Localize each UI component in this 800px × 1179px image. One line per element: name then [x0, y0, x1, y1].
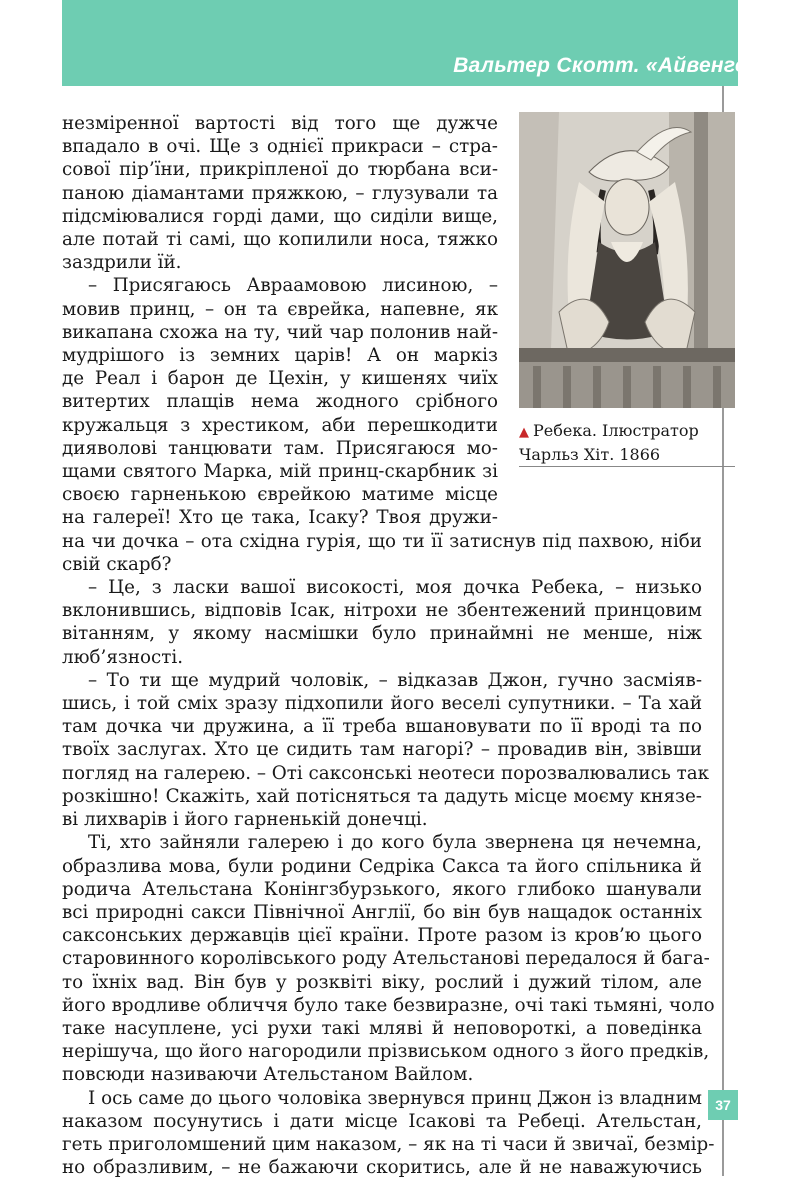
text-line: на чи дочка – ота східна гурія, що ти її затиснув під пахвою, ніби	[62, 530, 702, 552]
text-line: там дочка чи дружина, а її треба вшановувати по її вроді та по	[62, 716, 702, 738]
text-line: нерішуча, що його нагородили прізвиськом одного з його предків,	[62, 1041, 710, 1063]
caption-line-1: Ребека. Ілюстратор	[533, 421, 699, 440]
text-line: родича Ательстана Конінгзбурзького, якого глибоко шанували	[62, 878, 702, 900]
caption-marker-icon: ▲	[519, 425, 529, 440]
text-line: щами святого Марка, мій принц-скарбник зі	[62, 461, 498, 483]
text-line: старовинного королівського роду Ательстанові передалося й бага-	[62, 948, 710, 970]
body-text	[62, 112, 715, 1179]
text-line: розкішно! Скажіть, хай потісняться та дадуть місце моєму князе-	[62, 785, 702, 807]
text-line: підсміювалися горді дами, що сиділи вище,	[62, 205, 498, 227]
text-line: шись, і той сміх зразу підхопили його веселі супутники. – Та хай	[62, 693, 702, 715]
text-line: на галереї! Хто це така, Ісаку? Твоя дружи-	[62, 507, 498, 529]
page-header-title: Вальтер Скотт. «Айвенго»	[453, 54, 760, 77]
text-line: своєю гарненькою єврейкою матиме місце	[62, 484, 498, 506]
text-line: образлива мова, були родини Седріка Сакса та його спільника й	[62, 855, 702, 877]
text-line: викапана схожа на ту, чий чар полонив най-	[62, 321, 498, 343]
paragraph	[62, 274, 702, 576]
text-line: мовив принц, – он та єврейка, напевне, як	[62, 298, 498, 320]
text-line: таке насуплене, усі рухи такі мляві й неповороткі, а поведінка	[62, 1017, 702, 1039]
paragraph	[62, 1087, 715, 1179]
text-line: витертих плащів нема жодного срібного	[62, 391, 498, 413]
caption-line-2: Чарльз Хіт. 1866	[519, 445, 661, 464]
text-line: всі природні сакси Північної Англії, бо він був нащадок останніх	[62, 901, 702, 923]
text-line: де Реал і барон де Цехін, у кишенях чиїх	[62, 368, 498, 390]
text-line: повсюди називаючи Ательстаном Вайлом.	[62, 1064, 474, 1086]
text-line: незміренної вартості від того ще дужче	[62, 113, 498, 134]
text-line: ві лихварів і його гарненькій донечці.	[62, 809, 428, 831]
text-line: – Присягаюсь Авраамовою лисиною, –	[88, 275, 498, 297]
page-number: 37	[708, 1090, 738, 1120]
text-line: твоїх заслугах. Хто це сидить там нагорі? – провадив він, звівши	[62, 739, 702, 761]
text-line: але потай ті самі, що копилили носа, тяжко	[62, 229, 498, 251]
text-line: дияволові танцювати там. Присягаюся мо-	[62, 437, 498, 459]
text-line: свій скарб?	[62, 553, 172, 575]
paragraph	[62, 831, 715, 1086]
text-line: Ті, хто зайняли галерею і до кого була звернена ця нечемна,	[88, 832, 702, 854]
text-line: погляд на галерею. – Оті саксонські неотеси порозвалювались так	[62, 762, 710, 784]
text-line: но образливим, – не бажаючи скоритись, але й не наважуючись	[62, 1157, 702, 1179]
text-line: кружальця з хрестиком, аби перешкодити	[62, 414, 498, 436]
text-line: – Це, з ласки вашої високості, моя дочка Ребека, – низько	[88, 577, 702, 599]
paragraph	[62, 669, 710, 831]
paragraph	[62, 576, 702, 669]
text-line: його вродливе обличчя було таке безвиразне, очі такі тьмяні, чоло	[62, 994, 715, 1016]
text-line: вклонившись, відповів Ісак, нітрохи не збентежений принцовим	[62, 600, 702, 622]
text-line: геть приголомшений цим наказом, – як на ті часи й звичаї, безмір-	[62, 1133, 715, 1155]
text-line: люб’язності.	[62, 646, 184, 668]
text-line: мудрішого із земних царів! А он маркіз	[62, 345, 498, 367]
text-line: впадало в очі. Ще з однієї прикраси – стра-	[62, 136, 498, 158]
text-line: вітанням, у якому насмішки було принаймні не менше, ніж	[62, 623, 702, 645]
text-line: заздрили їй.	[62, 252, 182, 274]
text-line: то їхніх вад. Він був у розквіті віку, рослий і дужий тілом, але	[62, 971, 702, 993]
text-line: – То ти ще мудрий чоловік, – відказав Джон, гучно засміяв-	[88, 669, 702, 691]
text-line: паною діамантами пряжкою, – глузували та	[62, 182, 498, 204]
text-line: І ось саме до цього чоловіка звернувся принц Джон із владним	[88, 1087, 702, 1109]
text-line: саксонських державців цієї країни. Проте разом із кров’ю цього	[62, 925, 702, 947]
text-line: наказом посунутись і дати місце Ісакові та Ребеці. Ательстан,	[62, 1110, 702, 1132]
text-line: сової пір’їни, прикріпленої до тюрбана вси-	[62, 159, 498, 181]
paragraph	[62, 112, 702, 274]
